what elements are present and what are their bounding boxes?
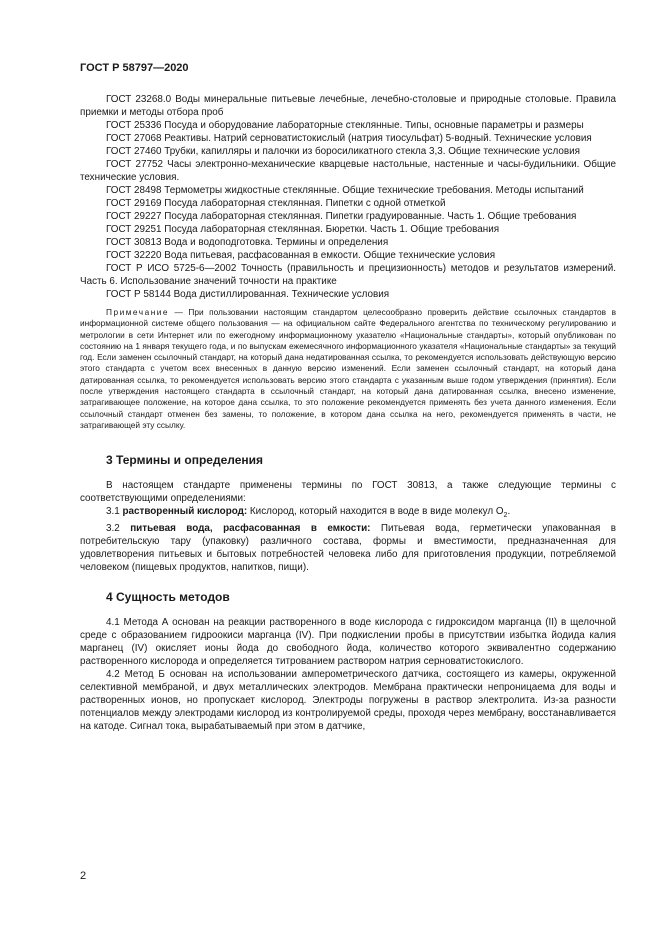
- reference-item: ГОСТ 27068 Реактивы. Натрий серноватистокислый (натрия тиосульфат) 5-водный. Технические условия: [106, 133, 592, 144]
- references-list: [80, 93, 616, 301]
- term-3-1: [80, 505, 616, 522]
- reference-item: ГОСТ 29169 Посуда лабораторная стеклянная. Пипетки с одной отметкой: [106, 198, 446, 209]
- reference-item: ГОСТ 30813 Вода и водоподготовка. Термины и определения: [106, 237, 389, 248]
- term-name: питьевая вода, расфасованная в емкости:: [130, 523, 371, 535]
- term-tail: .: [507, 506, 511, 518]
- document-header: ГОСТ Р 58797—2020: [80, 62, 189, 74]
- reference-item: ГОСТ 25336 Посуда и оборудование лабораторные стеклянные. Типы, основные параметры и размеры: [106, 120, 584, 131]
- page-number: 2: [80, 870, 87, 882]
- note-block: [80, 307, 616, 431]
- term-definition: Питьевая вода, герметически упакованная в потребительскую тару (упаковку) различного состава, формы и вместимости, предназначенная для удовлетворения питьевых и бытовых потребностей человека либо для приготовления продукции, потребляемой человеком (пищевых продуктов, напитков, пищи).: [80, 523, 617, 574]
- reference-item: ГОСТ Р 58144 Вода дистиллированная. Технические условия: [106, 289, 390, 300]
- section-3-title: 3 Термины и определения: [106, 453, 264, 468]
- reference-item: ГОСТ 29251 Посуда лабораторная стеклянная. Бюретки. Часть 1. Общие требования: [106, 224, 500, 235]
- reference-item: ГОСТ 28498 Термометры жидкостные стеклянные. Общие технические требования. Методы испытаний: [106, 185, 584, 196]
- section-4-title: 4 Сущность методов: [106, 590, 230, 605]
- term-number: 3.1: [106, 506, 123, 518]
- reference-item: ГОСТ 23268.0 Воды минеральные питьевые лечебные, лечебно-столовые и природные столовые. Правила приемки и методы отбора проб: [80, 94, 616, 118]
- subscript: 2: [503, 512, 508, 520]
- reference-item: ГОСТ Р ИСО 5725-6—2002 Точность (правильность и прецизионность) методов и результатов измерений. Часть 6. Использование значений точности на практике: [80, 263, 616, 287]
- term-number: 3.2: [106, 523, 131, 535]
- reference-item: ГОСТ 29227 Посуда лабораторная стеклянная. Пипетки градуированные. Часть 1. Общие требования: [106, 211, 577, 222]
- page-content: [80, 93, 616, 733]
- note-label: Примечание: [106, 307, 170, 317]
- section-4-paragraph-1: 4.1 Метода А основан на реакции растворенного в воде кислорода с гидроксидом марганца (II) в щелочной среде с образованием гидроокиси марганца (IV). При подкислении пробы в присутствии избытка йодида калия марганец (IV) окисляет ионы йода до свободного йода, количество которого эквивалентно содержанию растворенного кислорода и определяется титрованием раствором натрия серноватистокислого.: [80, 617, 616, 668]
- term-name: растворенный кислород:: [122, 506, 248, 518]
- reference-item: ГОСТ 27752 Часы электронно-механические кварцевые настольные, настенные и часы-будильники. Общие технические условия.: [80, 159, 616, 183]
- term-definition: Кислород, который находится в воде в виде молекул О: [247, 506, 504, 518]
- note-text: — При пользовании настоящим стандартом целесообразно проверить действие ссылочных стандартов в информационной системе общего пользования — на официальном сайте Федерального агентства по техническому регулированию и метрологии в сети Интернет или по ежегодному информационному указателю «Национальные стандарты», который опубликован по состоянию на 1 января текущего года, и по выпускам ежемесячного информационного указателя «Национальные стандарты» за текущий год. Если заменен ссылочный стандарт, на который дана недатированная ссылка, то рекомендуется использовать действующую версию этого стандарта с учетом всех внесенных в данную версию изменений. Если заменен ссылочный стандарт, на который дана датированная ссылка, то рекомендуется использовать версию этого стандарта с указанным выше годом утверждения (принятия). Если после утверждения настоящего стандарта в ссылочный стандарт, на который дана датированная ссылка, внесено изменение, затрагивающее положение, на которое дана ссылка, то это положение рекомендуется применять без учета данного изменения. Если ссылочный стандарт отменен без замены, то положение, в котором дана ссылка на него, рекомендуется применять в части, не затрагивающей эту ссылку.: [80, 307, 616, 430]
- reference-item: ГОСТ 27460 Трубки, капилляры и палочки из боросиликатного стекла 3,3. Общие технические условия: [106, 146, 580, 157]
- section-3-intro: В настоящем стандарте применены термины по ГОСТ 30813, а также следующие термины с соответствующими определениями:: [80, 480, 616, 505]
- term-3-2: [80, 522, 616, 574]
- section-4-paragraph-2: 4.2 Метод Б основан на использовании амперометрического датчика, состоящего из камеры, окруженной селективной мембраной, и двух металлических электродов. Мембрана практически непроницаема для воды и растворенных ионов, но пропускает кислород. Электроды погружены в раствор электролита. Из-за разности потенциалов между электродами кислород из контролируемой среды, проходя через мембрану, восстанавливается на катоде. Сигнал тока, вырабатываемый при этом в датчике,: [80, 669, 616, 733]
- reference-item: ГОСТ 32220 Вода питьевая, расфасованная в емкости. Общие технические условия: [106, 250, 496, 261]
